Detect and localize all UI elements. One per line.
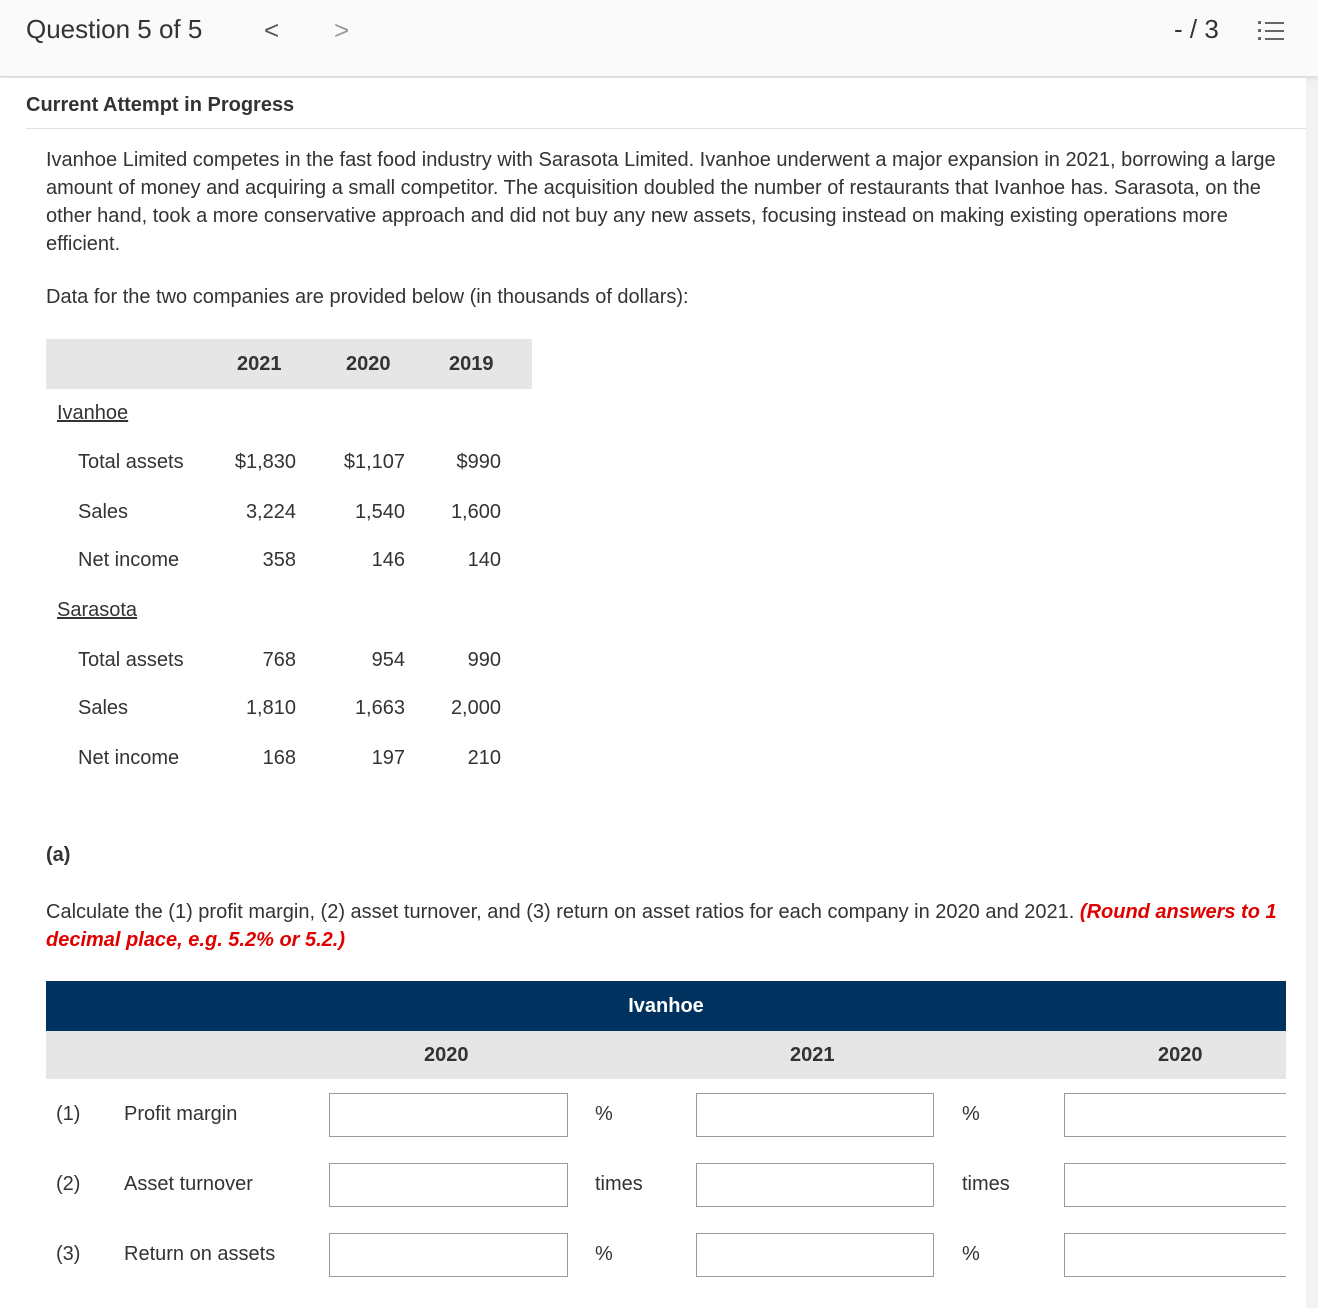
row-label: Profit margin bbox=[124, 1103, 238, 1125]
table-row bbox=[46, 549, 532, 579]
company-name: Ivanhoe bbox=[57, 402, 129, 424]
answer-row-asset-turnover bbox=[46, 1163, 1286, 1207]
instructions bbox=[46, 898, 1286, 954]
cell-value: 3,224 bbox=[245, 501, 296, 523]
cell-value: 358 bbox=[262, 549, 296, 571]
return-on-assets-2021-input[interactable] bbox=[696, 1233, 934, 1277]
cell-value: $1,830 bbox=[234, 451, 296, 473]
cell-value: 210 bbox=[467, 747, 501, 769]
part-label: (a) bbox=[46, 844, 71, 866]
cell-value: $1,107 bbox=[343, 451, 405, 473]
profit-margin-2020-input[interactable] bbox=[329, 1093, 568, 1137]
cell-value: 1,600 bbox=[450, 501, 501, 523]
cell-value: 146 bbox=[371, 549, 405, 571]
divider bbox=[26, 128, 1306, 129]
row-label: Sales bbox=[78, 697, 129, 719]
next-question-button[interactable]: > bbox=[334, 15, 350, 45]
row-label: Net income bbox=[78, 549, 180, 571]
row-number: (2) bbox=[56, 1173, 81, 1195]
answer-table-year-header bbox=[46, 1031, 1286, 1079]
answer-table-company-header: Ivanhoe bbox=[46, 981, 1286, 1031]
table-row bbox=[46, 747, 532, 777]
cell-value: 2,000 bbox=[450, 697, 501, 719]
company-data-table bbox=[46, 339, 532, 769]
table-row bbox=[46, 649, 532, 679]
asset-turnover-2020-second-input[interactable] bbox=[1064, 1163, 1286, 1207]
year-header: 2021 bbox=[237, 353, 282, 375]
cell-value: 168 bbox=[262, 747, 296, 769]
row-label: Net income bbox=[78, 747, 180, 769]
cell-value: 768 bbox=[262, 649, 296, 671]
cell-value: 1,810 bbox=[245, 697, 296, 719]
question-list-icon[interactable] bbox=[1258, 20, 1284, 42]
cell-value: 197 bbox=[371, 747, 405, 769]
row-label: Return on assets bbox=[124, 1243, 276, 1265]
year-header: 2020 bbox=[346, 353, 391, 375]
asset-turnover-2021-input[interactable] bbox=[696, 1163, 934, 1207]
instruction-text: Calculate the (1) profit margin, (2) asset turnover, and (3) return on asset ratios for each company in 2020 and 2021. bbox=[46, 901, 1075, 923]
asset-turnover-2020-input[interactable] bbox=[329, 1163, 568, 1207]
question-header bbox=[0, 0, 1318, 77]
unit-label: % bbox=[962, 1103, 980, 1125]
year-header: 2020 bbox=[424, 1044, 469, 1066]
return-on-assets-2020-second-input[interactable] bbox=[1064, 1233, 1286, 1277]
company-name: Sarasota bbox=[57, 599, 138, 621]
table-row bbox=[46, 451, 532, 481]
row-label: Total assets bbox=[78, 649, 184, 671]
year-header: 2021 bbox=[790, 1044, 835, 1066]
return-on-assets-2020-input[interactable] bbox=[329, 1233, 568, 1277]
row-label: Sales bbox=[78, 501, 129, 523]
score-display: - / 3 bbox=[1174, 14, 1219, 44]
cell-value: 1,540 bbox=[354, 501, 405, 523]
question-label: Question 5 of 5 bbox=[26, 14, 203, 44]
answer-row-return-on-assets bbox=[46, 1233, 1286, 1277]
year-header: 2019 bbox=[449, 353, 494, 375]
cell-value: 1,663 bbox=[354, 697, 405, 719]
table-row bbox=[46, 501, 532, 531]
answer-row-profit-margin bbox=[46, 1093, 1286, 1137]
previous-question-button[interactable]: < bbox=[264, 15, 280, 45]
profit-margin-2020-second-input[interactable] bbox=[1064, 1093, 1286, 1137]
attempt-status: Current Attempt in Progress bbox=[26, 94, 295, 116]
row-label: Asset turnover bbox=[124, 1173, 253, 1195]
unit-label: times bbox=[595, 1173, 643, 1195]
table-row bbox=[46, 697, 532, 727]
unit-label: % bbox=[962, 1243, 980, 1265]
row-number: (3) bbox=[56, 1243, 81, 1265]
problem-intro: Ivanhoe Limited competes in the fast food industry with Sarasota Limited. Ivanhoe underwent a major expansion in 2021, borrowing a large amount of money and acquiring a small competitor. The acquisition doubled the number of restaurants that Ivanhoe has. Sarasota, on the other hand, took a more conservative approach and did not buy any new assets, focusing instead on making existing operations more efficient. bbox=[46, 149, 1276, 255]
cell-value: $990 bbox=[456, 451, 501, 473]
data-table-header bbox=[46, 339, 532, 389]
unit-label: % bbox=[595, 1103, 613, 1125]
question-card bbox=[0, 78, 1306, 1308]
row-label: Total assets bbox=[78, 451, 184, 473]
data-note: Data for the two companies are provided below (in thousands of dollars): bbox=[46, 286, 689, 308]
unit-label: % bbox=[595, 1243, 613, 1265]
cell-value: 954 bbox=[371, 649, 405, 671]
row-number: (1) bbox=[56, 1103, 81, 1125]
year-header: 2020 bbox=[1158, 1044, 1203, 1066]
rounding-note: (Round answers to 1 decimal place, e.g. 5.2% or 5.2.) bbox=[46, 901, 1277, 951]
cell-value: 990 bbox=[467, 649, 501, 671]
unit-label: times bbox=[962, 1173, 1010, 1195]
profit-margin-2021-input[interactable] bbox=[696, 1093, 934, 1137]
cell-value: 140 bbox=[467, 549, 501, 571]
